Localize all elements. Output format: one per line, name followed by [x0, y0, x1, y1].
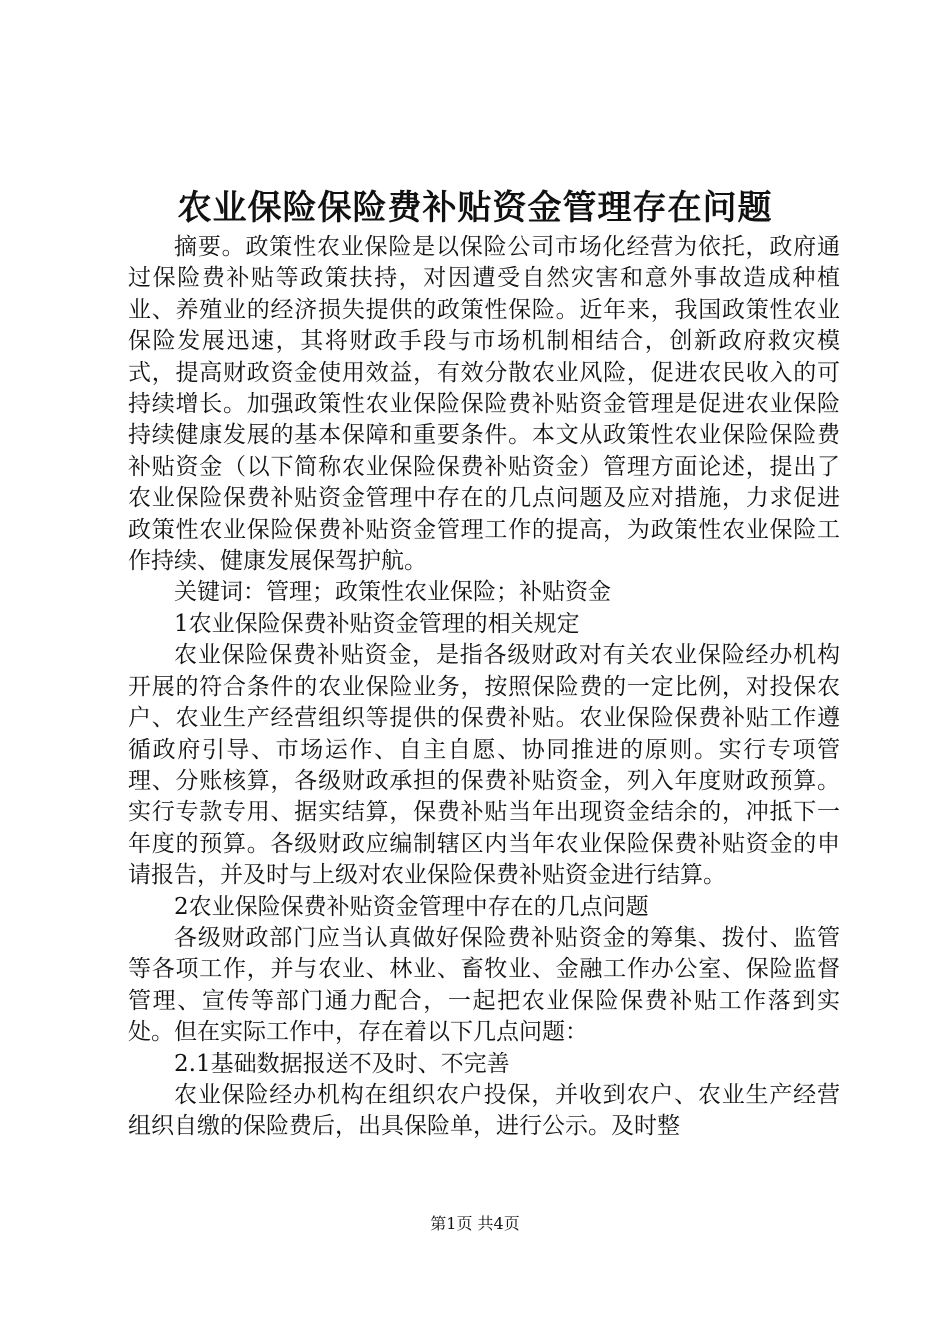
keywords-paragraph: 关键词：管理；政策性农业保险；补贴资金 [174, 579, 611, 606]
document-body [128, 232, 840, 1143]
section-heading-1: 1农业保险保费补贴资金管理的相关规定 [174, 610, 580, 637]
page-footer: 第1页 共4页 [430, 1214, 520, 1233]
body-paragraph: 各级财政部门应当认真做好保险费补贴资金的筹集、拨付、监管等各项工作，并与农业、林业、畜牧业、金融工作办公室、保险监督管理、宣传等部门通力配合，一起把农业保险保费补贴工作落到实处。但在实际工作中，存在着以下几点问题： [128, 924, 840, 1046]
subsection-heading-2-1: 2.1基础数据报送不及时、不完善 [174, 1050, 510, 1077]
document-title: 农业保险保险费补贴资金管理存在问题 [177, 188, 773, 228]
body-paragraph: 农业保险保费补贴资金，是指各级财政对有关农业保险经办机构开展的符合条件的农业保险业务，按照保险费的一定比例，对投保农户、农业生产经营组织等提供的保费补贴。农业保险保费补贴工作遵循政府引导、市场运作、自主自愿、协同推进的原则。实行专项管理、分账核算，各级财政承担的保费补贴资金，列入年度财政预算。实行专款专用、据实结算，保费补贴当年出现资金结余的，冲抵下一年度的预算。各级财政应编制辖区内当年农业保险保费补贴资金的申请报告，并及时与上级对农业保险保费补贴资金进行结算。 [128, 642, 840, 889]
abstract-paragraph: 摘要。政策性农业保险是以保险公司市场化经营为依托，政府通过保险费补贴等政策扶持，对因遭受自然灾害和意外事故造成种植业、养殖业的经济损失提供的政策性保险。近年来，我国政策性农业保险发展迅速，其将财政手段与市场机制相结合，创新政府救灾模式，提高财政资金使用效益，有效分散农业风险，促进农民收入的可持续增长。加强政策性农业保险保险费补贴资金管理是促进农业保险持续健康发展的基本保障和重要条件。本文从政策性农业保险保险费补贴资金（以下简称农业保险保费补贴资金）管理方面论述，提出了农业保险保费补贴资金管理中存在的几点问题及应对措施，力求促进政策性农业保险保费补贴资金管理工作的提高，为政策性农业保险工作持续、健康发展保驾护航。 [128, 234, 840, 575]
body-paragraph: 农业保险经办机构在组织农户投保，并收到农户、农业生产经营组织自缴的保险费后，出具保险单，进行公示。及时整 [128, 1081, 840, 1140]
section-heading-2: 2农业保险保费补贴资金管理中存在的几点问题 [174, 893, 649, 920]
